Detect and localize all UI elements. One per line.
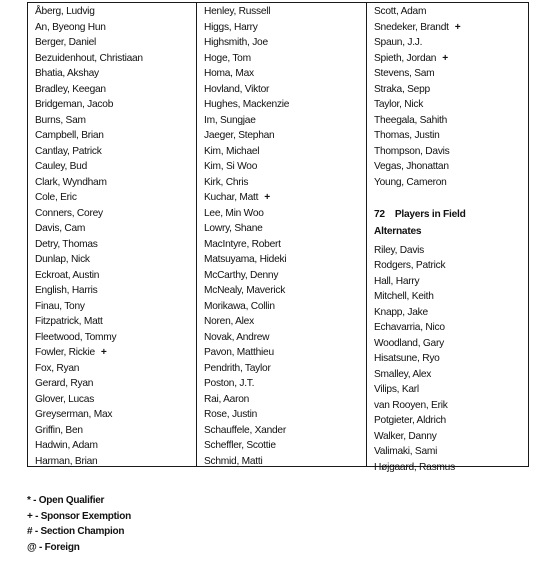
player-name: Rai, Aaron: [204, 393, 250, 405]
player-name: Hovland, Viktor: [204, 83, 270, 95]
players-field-table: [27, 2, 529, 473]
legend: [27, 493, 131, 555]
player-name: Hadwin, Adam: [35, 440, 98, 451]
player-name: Hughes, Mackenzie: [204, 99, 290, 110]
player-name: Cantlay, Patrick: [35, 145, 102, 157]
player-name: Vegas, Jhonattan: [374, 161, 449, 172]
player-name: Kirk, Chris: [204, 176, 249, 188]
player-name: Im, Sungjae: [204, 114, 256, 126]
players-column-3: [367, 3, 528, 473]
alternate-player: Mitchell, Keith: [374, 291, 434, 302]
player-row: [35, 252, 196, 268]
player-row: [204, 113, 366, 129]
player-name: Highsmith, Joe: [204, 37, 268, 48]
player-row: [374, 51, 528, 67]
player-row: [204, 206, 366, 222]
alternate-player: Potgieter, Aldrich: [374, 415, 446, 426]
player-row: [204, 423, 366, 439]
alternate-player: Knapp, Jake: [374, 306, 428, 318]
player-row: [204, 407, 366, 423]
player-row: [35, 268, 196, 284]
legend-item-sponsor-exemption: + - Sponsor Exemption: [27, 510, 131, 522]
player-name: Eckroat, Austin: [35, 269, 100, 281]
legend-item-section-champion: # - Section Champion: [27, 526, 125, 538]
player-name: MacIntyre, Robert: [204, 238, 281, 250]
player-row: [35, 330, 196, 346]
player-name: Schmid, Matti: [204, 455, 263, 467]
player-name: Detry, Thomas: [35, 238, 98, 250]
field-count: 72: [374, 208, 385, 220]
player-row: [204, 175, 366, 191]
player-name: An, Byeong Hun: [35, 21, 106, 33]
players-column-1: [28, 3, 197, 466]
alternate-player: van Rooyen, Erik: [374, 399, 448, 411]
player-row: [204, 4, 366, 20]
alternate-player: Hall, Harry: [374, 275, 420, 287]
player-name: Bezuidenhout, Christiaan: [35, 52, 143, 64]
player-status-mark: +: [100, 347, 107, 358]
field-count-heading: [374, 206, 528, 223]
player-row: [35, 128, 196, 144]
player-row: [35, 314, 196, 330]
player-name: Fox, Ryan: [35, 362, 80, 374]
player-row: [35, 423, 196, 439]
player-name: Fowler, Rickie: [35, 347, 95, 358]
player-name: Straka, Sepp: [374, 83, 430, 95]
alternate-player: Smalley, Alex: [374, 368, 432, 380]
player-row: [204, 283, 366, 299]
player-row: [35, 144, 196, 160]
player-row: [35, 438, 196, 454]
player-row: [204, 221, 366, 237]
player-row: [374, 159, 528, 175]
player-name: Poston, J.T.: [204, 378, 255, 389]
player-row: [35, 361, 196, 377]
player-name: Dunlap, Nick: [35, 254, 90, 265]
player-name: Pavon, Matthieu: [204, 347, 274, 358]
player-row: [204, 128, 366, 144]
player-row: [35, 175, 196, 191]
player-row: [35, 283, 196, 299]
player-name: Novak, Andrew: [204, 331, 270, 343]
player-name: Kim, Si Woo: [204, 161, 258, 172]
player-row: [204, 438, 366, 454]
player-row: [204, 237, 366, 253]
player-row: [204, 330, 366, 346]
player-row: [374, 20, 528, 36]
player-name: Thomas, Justin: [374, 130, 440, 141]
player-row: [204, 392, 366, 408]
player-name: Young, Cameron: [374, 176, 447, 188]
alternate-player: Rodgers, Patrick: [374, 260, 446, 271]
player-name: Campbell, Brian: [35, 130, 104, 141]
player-status-mark: +: [442, 52, 448, 64]
player-name: Morikawa, Collin: [204, 300, 275, 312]
player-name: Cole, Eric: [35, 192, 77, 203]
player-name: Lowry, Shane: [204, 223, 263, 234]
player-row: [35, 159, 196, 175]
player-row: [374, 113, 528, 129]
player-name: Harman, Brian: [35, 455, 98, 467]
player-row: [35, 237, 196, 253]
player-row: [35, 4, 196, 20]
player-name: Conners, Corey: [35, 207, 103, 219]
player-name: Åberg, Ludvig: [35, 6, 95, 17]
player-row: [204, 299, 366, 315]
alternate-player: Valimaki, Sami: [374, 446, 438, 457]
player-row: [204, 268, 366, 284]
player-name: Bhatia, Akshay: [35, 68, 99, 79]
player-row: [204, 376, 366, 392]
player-row: [35, 20, 196, 36]
player-name: Homa, Max: [204, 68, 254, 79]
player-name: Jaeger, Stephan: [204, 130, 275, 141]
player-row: [35, 51, 196, 67]
alternate-player: Vilips, Karl: [374, 384, 419, 395]
player-row: [204, 66, 366, 82]
player-row: [374, 175, 528, 191]
player-row: [35, 299, 196, 315]
player-name: Higgs, Harry: [204, 21, 258, 33]
player-row: [204, 190, 366, 206]
player-row: [35, 345, 196, 361]
spacer: [374, 190, 528, 206]
player-row: [204, 51, 366, 67]
player-name: Spieth, Jordan: [374, 52, 437, 64]
player-name: Cauley, Bud: [35, 161, 87, 172]
player-name: Fitzpatrick, Matt: [35, 316, 103, 327]
player-name: Taylor, Nick: [374, 99, 424, 110]
player-row: [35, 190, 196, 206]
player-row: [204, 20, 366, 36]
player-name: McCarthy, Denny: [204, 269, 279, 281]
player-row: [374, 66, 528, 82]
player-row: [374, 82, 528, 98]
player-name: Kuchar, Matt: [204, 192, 259, 203]
player-row: [204, 252, 366, 268]
player-row: [204, 97, 366, 113]
player-name: Bradley, Keegan: [35, 83, 106, 95]
player-row: [374, 144, 528, 160]
player-status-mark: +: [264, 192, 270, 203]
player-name: Clark, Wyndham: [35, 176, 107, 188]
legend-item-open-qualifier: * - Open Qualifier: [27, 495, 105, 506]
alternate-player: Højgaard, Rasmus: [374, 461, 455, 473]
player-row: [374, 128, 528, 144]
player-row: [204, 82, 366, 98]
player-row: [35, 454, 196, 470]
player-row: [204, 361, 366, 377]
player-row: [204, 454, 366, 470]
player-name: Matsuyama, Hideki: [204, 254, 287, 265]
player-name: Kim, Michael: [204, 145, 260, 157]
player-name: Henley, Russell: [204, 6, 271, 17]
player-row: [204, 35, 366, 51]
player-name: Scott, Adam: [374, 6, 427, 17]
player-row: [35, 97, 196, 113]
legend-item-foreign: @ - Foreign: [27, 541, 80, 553]
player-name: Noren, Alex: [204, 316, 254, 327]
player-name: Davis, Cam: [35, 223, 86, 234]
player-name: Theegala, Sahith: [374, 114, 448, 126]
player-name: English, Harris: [35, 285, 98, 296]
player-row: [204, 159, 366, 175]
player-name: Snedeker, Brandt: [374, 21, 449, 33]
player-name: McNealy, Maverick: [204, 285, 286, 296]
alternate-player: Riley, Davis: [374, 244, 425, 256]
player-name: Glover, Lucas: [35, 393, 95, 405]
player-name: Griffin, Ben: [35, 424, 83, 436]
player-name: Pendrith, Taylor: [204, 362, 271, 374]
player-row: [204, 144, 366, 160]
player-row: [204, 314, 366, 330]
player-status-mark: +: [454, 21, 461, 33]
player-name: Bridgeman, Jacob: [35, 99, 114, 110]
player-name: Finau, Tony: [35, 300, 85, 312]
player-row: [374, 35, 528, 51]
player-row: [374, 4, 528, 20]
player-row: [35, 221, 196, 237]
players-column-2: [197, 3, 367, 466]
player-row: [374, 97, 528, 113]
player-name: Thompson, Davis: [374, 145, 450, 157]
player-name: Stevens, Sam: [374, 68, 435, 79]
player-name: Greyserman, Max: [35, 409, 113, 420]
player-row: [35, 82, 196, 98]
players-column-3-list: [374, 4, 528, 190]
player-row: [35, 66, 196, 82]
player-row: [35, 113, 196, 129]
field-count-label: Players in Field: [394, 208, 466, 220]
player-row: [35, 35, 196, 51]
alternate-player: Hisatsune, Ryo: [374, 353, 440, 364]
player-name: Lee, Min Woo: [204, 207, 264, 219]
player-name: Fleetwood, Tommy: [35, 331, 117, 343]
alternate-player: Walker, Danny: [374, 430, 437, 442]
player-name: Spaun, J.J.: [374, 37, 423, 48]
player-name: Berger, Daniel: [35, 37, 97, 48]
player-name: Schauffele, Xander: [204, 424, 286, 436]
alternates-list: [374, 243, 528, 476]
player-name: Burns, Sam: [35, 114, 86, 126]
player-row: [35, 206, 196, 222]
player-row: [35, 376, 196, 392]
alternates-heading: Alternates: [374, 225, 422, 237]
player-name: Hoge, Tom: [204, 52, 251, 64]
player-row: [35, 407, 196, 423]
player-name: Rose, Justin: [204, 409, 258, 420]
player-row: [35, 392, 196, 408]
player-name: Scheffler, Scottie: [204, 440, 276, 451]
player-row: [204, 345, 366, 361]
player-name: Gerard, Ryan: [35, 378, 94, 389]
alternate-player: Woodland, Gary: [374, 337, 444, 349]
alternate-player: Echavarria, Nico: [374, 322, 445, 333]
